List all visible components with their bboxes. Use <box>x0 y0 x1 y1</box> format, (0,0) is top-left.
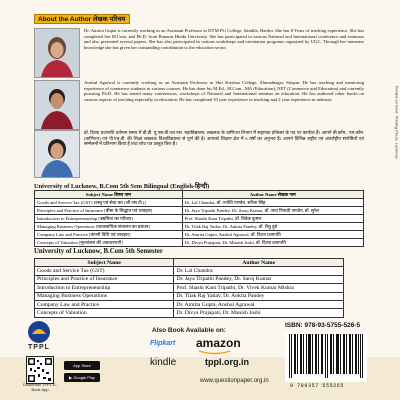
google-play-button[interactable]: ▶ Google Play <box>64 373 100 382</box>
spine-text: Printed on Govt. Printing Press, Lucknow. <box>394 85 400 160</box>
author-photo-2 <box>34 80 80 130</box>
isbn-label: ISBN: 978-93-5755-526-5 <box>285 322 361 329</box>
bilingual-author-table <box>34 190 364 247</box>
app-store-button[interactable]: App Store <box>64 361 100 370</box>
kindle-logo[interactable]: kindle <box>150 357 177 368</box>
author-bio-1: Dr. Amrita Gupta is currently working as an Assistant Professor in DVM PG College, Sandila, Hardoi. She has 8 Years of teaching experience. She has completed her M.Com. and Ph.D. from Banaras Hindu University. She has participated in various National and International conference and seminars and also presented several papers. She has also participated in various workshops and orientation programs organized by UGC. Through her immense knowledge she has given her outstanding contribution to the education sector. <box>84 28 364 50</box>
author-bio-3: डॉ. दिव्या प्रजापति वर्तमान समय में डी.डी. यू.एस.बी.एल.एस. महाविद्यालय, लखनऊ के वाणिज्य विभाग में सहायक प्रोफेसर के पद पर कार्यरत हैं। आपने बी.कॉम., एम.कॉम. (वाणिज्य) एवं पी.एच.डी. की शिक्षा लखनऊ विश्वविद्यालय से पूर्ण की है। आपको शिक्षण क्षेत्र में 6 वर्षों का अनुभव है। आपने विभिन्न राष्ट्रीय एवं अंतर्राष्ट्रीय संगोष्ठियों एवं सम्मेलनों में प्रतिभाग किया है तथा शोध पत्र प्रस्तुत किए हैं। <box>84 130 364 147</box>
table-row <box>35 309 344 317</box>
author-cell: Dr. Lal Chandra <box>174 267 344 275</box>
subject-cell: Managing Business Operations <box>35 292 174 300</box>
flipkart-logo[interactable]: Flipkart <box>150 340 176 347</box>
subject-cell: Concepts of Valuation [मूल्यांकन की अवधारणाएँ] <box>35 239 183 247</box>
subject-cell: Introduction to Entrepreneurship <box>35 284 174 292</box>
table-row <box>35 199 364 207</box>
table-row <box>35 300 344 308</box>
play-icon: ▶ <box>69 375 74 380</box>
subject-cell: Principles and Practice of Insurance [बीमा के सिद्धांत एवं व्यवहार] <box>35 207 183 215</box>
column-header-subject: Subject Name विषय नाम <box>35 191 183 199</box>
website-link[interactable]: www.questionpaper.org.in <box>200 378 269 384</box>
author-cell: Dr. Tilak Raj Yadav, Dr. Ankita Pandey, डॉ. रीशु दुबे <box>182 223 363 231</box>
column-header-author: Author Name <box>174 259 344 267</box>
author-cell: Dr. Jaya Tripathi Pandey, Dr. Saroj Kumar <box>174 275 344 283</box>
english-author-table <box>34 258 344 318</box>
author-cell: Dr. Divya Prajapati, Dr. Manish Joshi <box>174 309 344 317</box>
table-header-row <box>35 259 344 267</box>
subject-cell: Company Law and Practice <box>35 300 174 308</box>
author-cell: Dr. Divya Prajapati, Dr. Manish Joshi, डॉ. दिव्या प्रजापति <box>182 239 363 247</box>
table-row <box>35 292 344 300</box>
author-cell: Dr. Amrita Gupta, Anshul Agrawal <box>174 300 344 308</box>
subject-cell: Managing Business Operations [व्यावसायिक संचालन का प्रबंधन] <box>35 223 183 231</box>
tppl-site-logo[interactable]: tppl.org.in <box>205 357 249 367</box>
author-bio-2: Anshul Agrawal is currently working as an Assistant Professor in Shri Krishna College, Ahmadnagar, Sitapur. He has teaching and mentoring experience of commerce students in various courses. He has done his M.Ed., M.Com., MA (Education), NET (Commerce and Education) and currently pursuing Ph.D. He has attend many conferences, workshops of National and International seminar on education. He has authored other books on various aspects of teaching especially in education. He has completed 10 year experience in teaching and 2 year experience in industry. <box>84 80 364 102</box>
subject-cell: Concepts of Valuation <box>35 309 174 317</box>
table-row <box>35 207 364 215</box>
table-row <box>35 215 364 223</box>
amazon-logo[interactable]: amazon <box>196 336 241 350</box>
subject-cell: Principles and Practice of Insurance <box>35 275 174 283</box>
author-cell: Dr. Amrita Gupta, Anshul Agrawal, डॉ. दिव्या प्रजापति <box>182 231 363 239</box>
barcode <box>285 332 367 382</box>
download-app-caption: Download TPPL E-Book App <box>23 382 57 392</box>
author-photo-1 <box>34 28 80 78</box>
author-cell: Prof. Shashi Kant Tripathi, Dr. Vivek Kumar Mishra <box>174 284 344 292</box>
table-row <box>35 275 344 283</box>
author-photo-3 <box>34 130 80 178</box>
author-cell: Prof. Shashi Kant Tripathi, डॉ. विवेक कुमार <box>182 215 363 223</box>
author-cell: Dr. Tilak Raj Yadav, Dr. Ankita Pandey <box>174 292 344 300</box>
table-row <box>35 231 364 239</box>
author-cell: Dr. Jaya Tripathi Pandey, Dr. Saroj Kumar, डॉ. जया त्रिपाठी पाण्डेय, डॉ. सुरेश <box>182 207 363 215</box>
table-row <box>35 267 344 275</box>
author-cell: Dr. Lal Chandra, डॉ. ज्योति पाण्डेय, सरिता सिंह <box>182 199 363 207</box>
table-row <box>35 223 364 231</box>
table-row <box>35 284 344 292</box>
table1-title: University of Lucknow, B.Com 5th Sem Bilingual (English-हिन्दी) <box>34 183 210 190</box>
qr-code[interactable] <box>26 356 54 384</box>
also-available-label: Also Book Available on: <box>152 327 226 334</box>
subject-cell: Goods and Service Tax (GST) [वस्तु एवं सेवा कर (जी.एस.टी.)] <box>35 199 183 207</box>
barcode-number: 9 789357 555265 <box>290 383 345 389</box>
subject-cell: Introduction to Entrepreneurship [उद्यमिता का परिचय] <box>35 215 183 223</box>
column-header-subject: Subject Name <box>35 259 174 267</box>
subject-cell: Company Law and Practice [कंपनी विधि एवं व्यवहार] <box>35 231 183 239</box>
table-row <box>35 239 364 247</box>
amazon-smile-icon <box>198 350 232 355</box>
table-header-row <box>35 191 364 199</box>
subject-cell: Goods and Service Tax (GST) <box>35 267 174 275</box>
tppl-wordmark: TPPL <box>28 344 50 351</box>
table2-title: University of Lucknow, B.Com 5th Semester <box>34 248 163 255</box>
about-author-header: About the Author लेखक परिचय <box>34 14 130 24</box>
column-header-author: Author Name लेखक नाम <box>182 191 363 199</box>
